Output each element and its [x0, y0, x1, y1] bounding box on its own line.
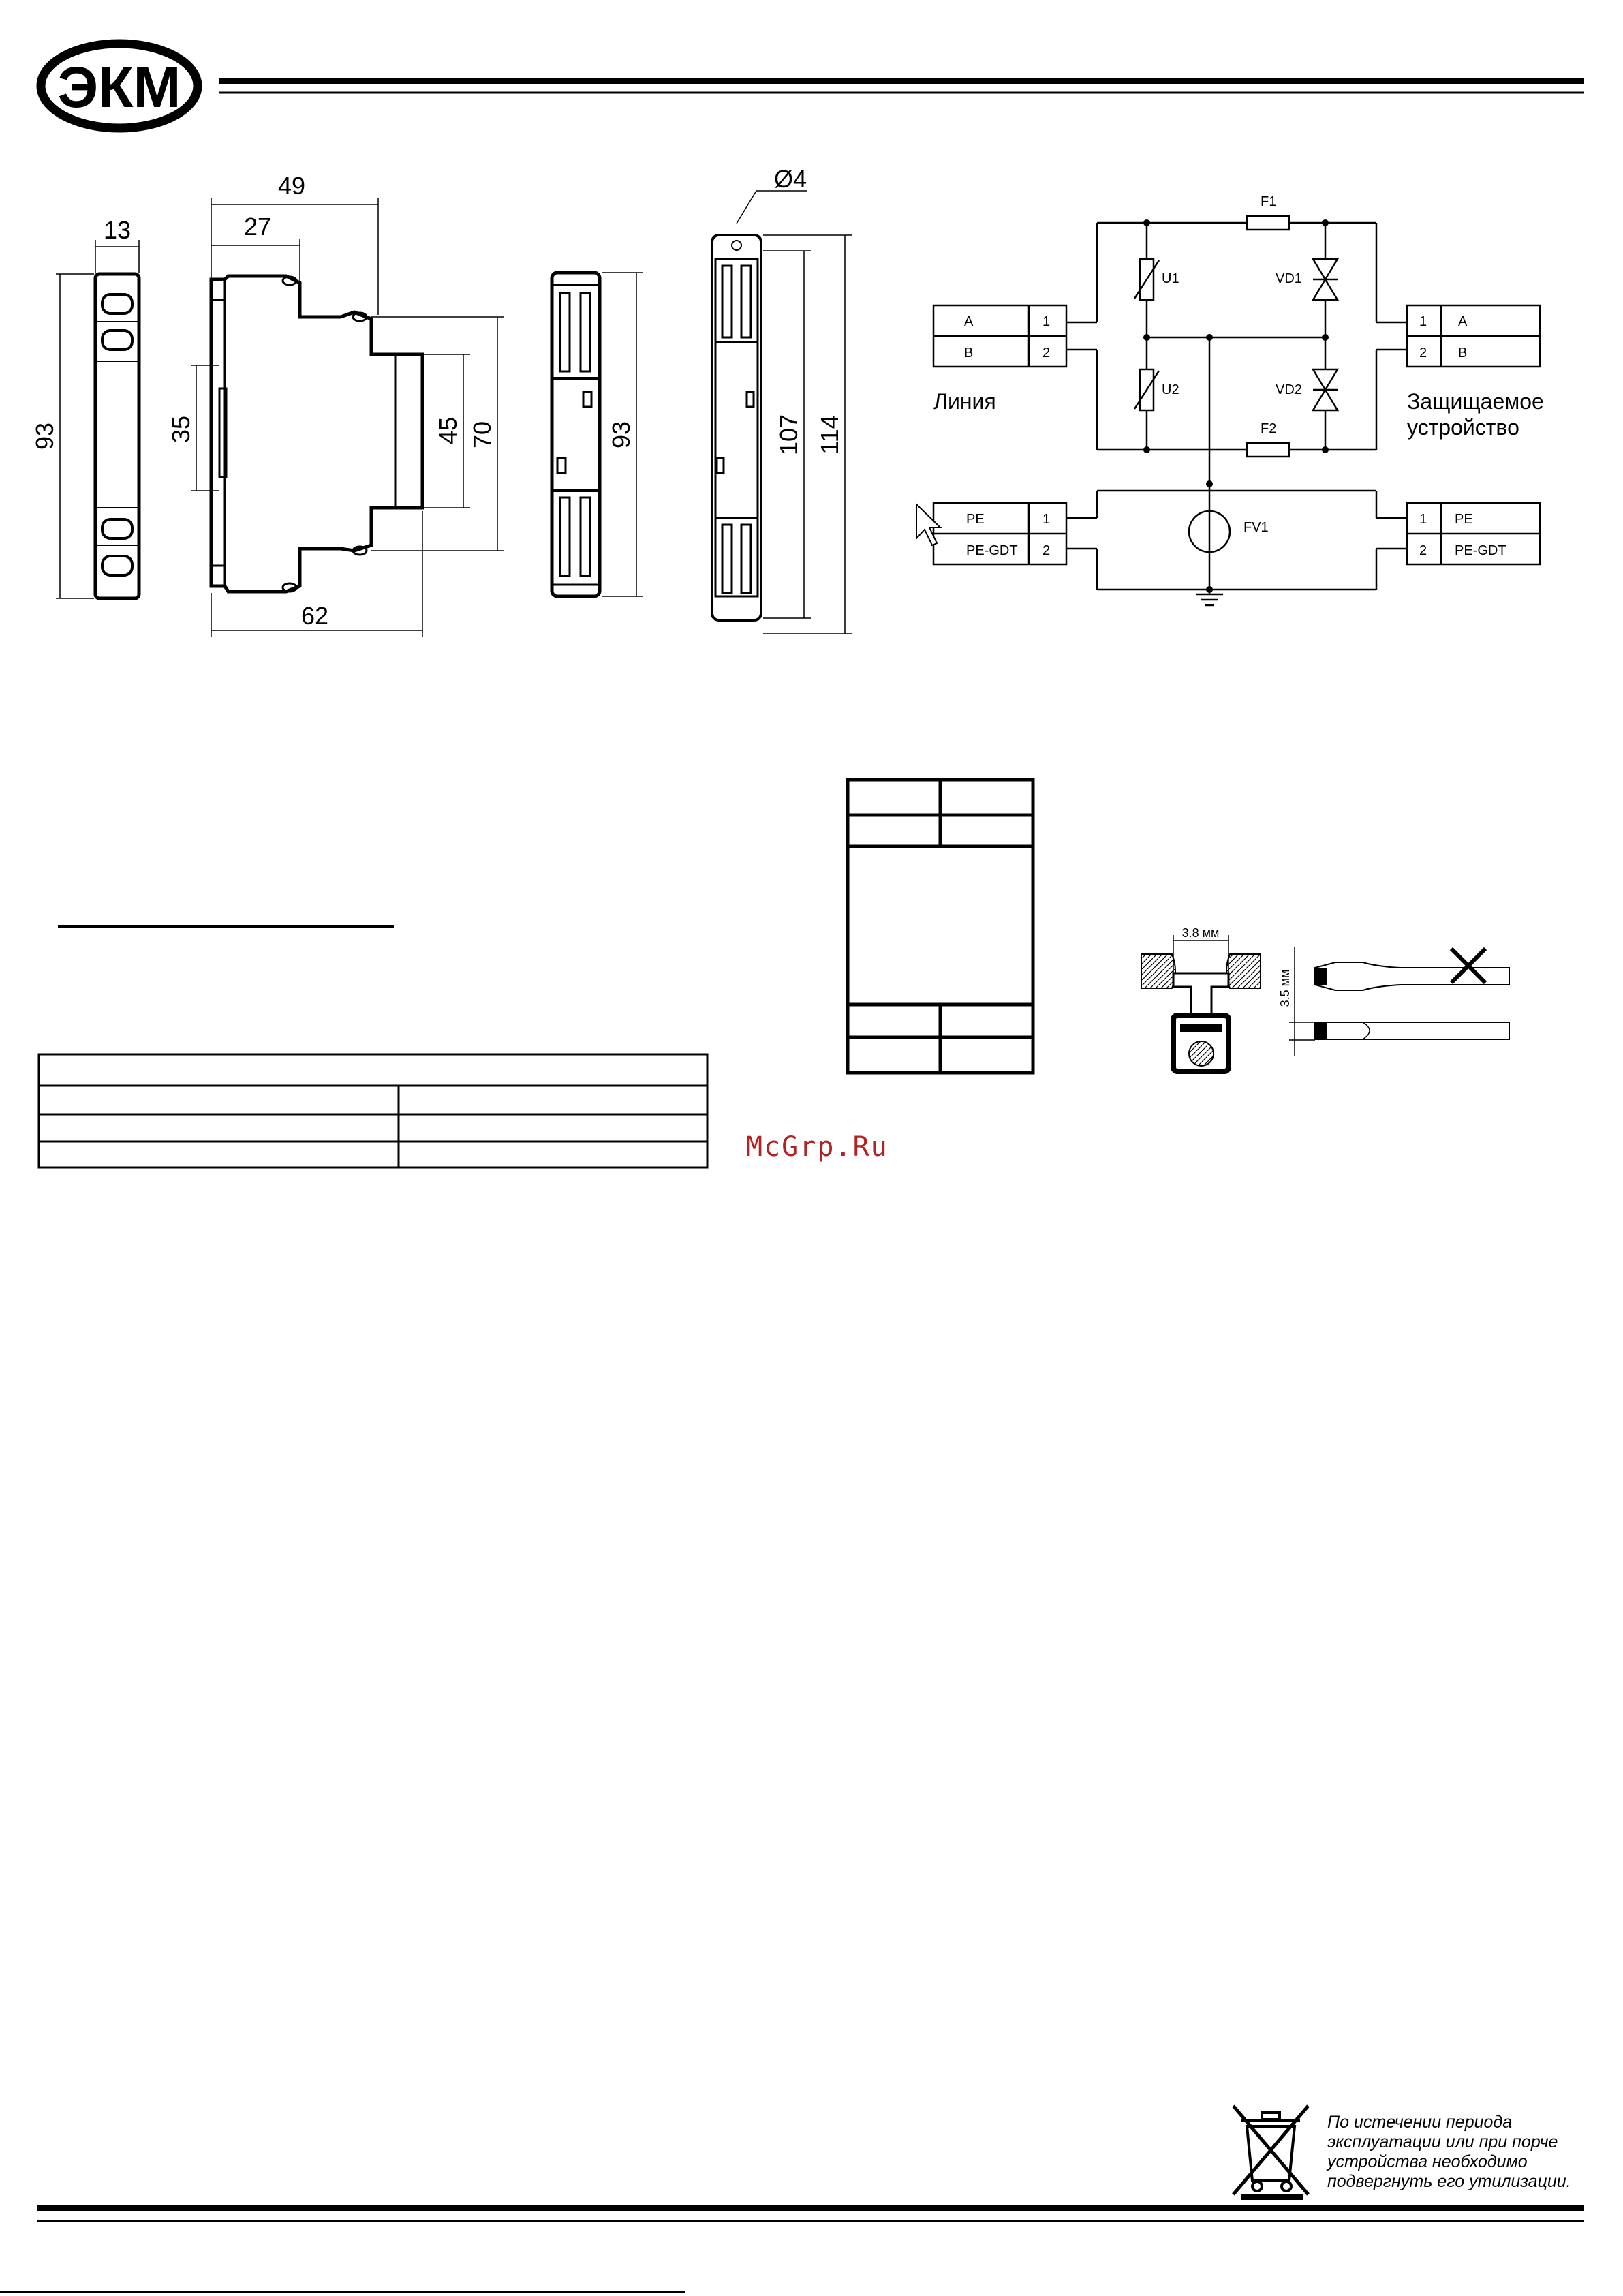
dim-hole: Ø4: [773, 165, 807, 193]
dim-side-rail: 35: [167, 415, 195, 444]
right-pe-num: 1: [1419, 512, 1427, 527]
screw-height-label: 3.5 мм: [1278, 969, 1292, 1007]
varistor-u2-label: U2: [1162, 382, 1179, 397]
dim-side-inner: 27: [243, 213, 272, 241]
protected-label-1: Защищаемое: [1407, 389, 1544, 414]
side-view-profile: [211, 276, 422, 592]
left-terminal-2: 2: [1042, 346, 1051, 361]
right-pegdt-num: 2: [1419, 543, 1427, 558]
fuse-f2-symbol: [1247, 443, 1289, 457]
left-terminal-a: A: [964, 314, 974, 329]
bottom-edge-rule: [0, 2291, 685, 2293]
spec-table: [37, 1053, 709, 1169]
right-terminal-b: B: [1458, 346, 1468, 361]
right-pegdt-label: PE-GDT: [1455, 543, 1506, 558]
front-view-body: [95, 274, 139, 598]
recycle-line-4: подвергнуть его утилизации.: [1327, 2172, 1571, 2191]
dimension-drawings: [0, 164, 872, 654]
footer-rule-thin: [37, 2220, 1584, 2222]
logo-text: ЭКМ: [57, 55, 181, 119]
right-pe-label: PE: [1455, 512, 1473, 527]
left-pe-num: 1: [1042, 512, 1051, 527]
watermark: McGrp.Ru: [746, 1131, 888, 1163]
diode-vd2-label: VD2: [1276, 382, 1302, 397]
label-box: [845, 777, 1039, 1077]
recycle-notice: [1327, 2113, 1613, 2192]
dim-front-width: 13: [103, 216, 132, 244]
screw-diagram: [1131, 920, 1513, 1084]
recycle-line-3: устройства необходимо: [1327, 2152, 1528, 2171]
logo: [0, 0, 1623, 136]
fuse-f1-label: F1: [1261, 194, 1277, 209]
circuit-schematic: [886, 177, 1554, 627]
dim-view4-107: 107: [775, 414, 803, 456]
footer-rule-thick: [37, 2205, 1584, 2211]
dim-front-height: 93: [31, 422, 59, 450]
dim-side-70: 70: [468, 420, 496, 449]
left-terminal-1: 1: [1042, 314, 1051, 329]
dim-view4-114: 114: [816, 415, 844, 455]
recycle-line-2: эксплуатации или при порче: [1327, 2132, 1558, 2152]
gdt-label: FV1: [1243, 520, 1269, 535]
dim-side-bottom: 62: [300, 602, 329, 630]
left-pegdt-num: 2: [1042, 543, 1051, 558]
screw-width-label: 3.8 мм: [1181, 926, 1220, 940]
fuse-f1-symbol: [1247, 216, 1289, 230]
screw-head-icon: [1173, 973, 1228, 1015]
left-pegdt-label: PE-GDT: [966, 543, 1018, 558]
diode-vd1-label: VD1: [1276, 271, 1302, 286]
dim-view3-height: 93: [607, 420, 635, 449]
dim-side-top: 49: [277, 172, 306, 200]
left-terminal-b: B: [964, 346, 974, 361]
fuse-f2-label: F2: [1261, 421, 1277, 436]
screwdriver-correct-icon: [1315, 1022, 1509, 1039]
protected-label-2: устройство: [1407, 415, 1519, 440]
dim-side-45: 45: [434, 416, 462, 445]
header: [0, 0, 1623, 136]
cursor-arrow-icon: [916, 504, 940, 545]
right-terminal-a: A: [1458, 314, 1468, 329]
back-view-body: [712, 235, 761, 620]
right-terminal-2: 2: [1419, 346, 1427, 361]
recycle-icon: [1226, 2099, 1315, 2201]
line-label: Линия: [933, 389, 996, 414]
varistor-u1-label: U1: [1162, 271, 1179, 286]
recycle-line-1: По истечении периода: [1327, 2113, 1513, 2132]
section-underline: [58, 925, 394, 928]
right-terminal-1: 1: [1419, 314, 1427, 329]
left-pe-label: PE: [966, 512, 985, 527]
